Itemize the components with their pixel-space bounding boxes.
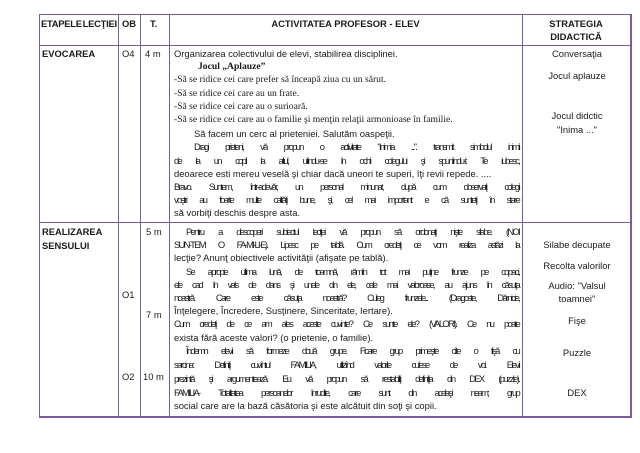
column-divider <box>169 14 170 418</box>
activity-line: Înţelegere, Încredere, Susţinere, Sinceritate, Iertare). <box>174 305 393 317</box>
row-divider <box>39 222 631 223</box>
activity-line: prezintă şi argumentează. Eu vă propun să restabiliţi definiţia din DEX (puzzle). <box>174 373 519 385</box>
time-cell: 10 m <box>143 371 164 382</box>
activity-line: FAMILIA- Totalitatea persoanelor înrudite, care sunt din acelaşi neam; grup <box>174 387 519 399</box>
row-divider <box>39 45 631 46</box>
ob-cell: O4 <box>122 48 135 59</box>
activity-line: social care are la bază căsătoria şi este alcătuit din soţi şi copii. <box>174 400 437 412</box>
stage-realizarea: REALIZAREA <box>42 226 103 237</box>
time-cell: 7 m <box>146 309 162 320</box>
ob-cell: O1 <box>122 289 135 300</box>
column-divider <box>39 14 40 418</box>
activity-line: Cum credeţi de ce am ales aceste cuvinte? Ce sunte ele? (VALORI). Ce nu poate <box>174 318 519 330</box>
activity-line: Se apropie ultima lună, de toamnă, rămîn tot mai puţine frunze pe copaci, <box>186 265 519 277</box>
strategy: Silabe decupate <box>543 239 611 250</box>
activity-line: Organizarea colectivului de elevi, stabilirea disciplinei. <box>174 48 398 59</box>
activity-line: exista fără aceste valori? (o prietenie, o familie). <box>174 331 374 343</box>
activity-line: deoarece esti mereu veselă şi chiar dacă uneori te superi, îţi revii repede. .... <box>174 167 492 179</box>
strategy: Jocul didctic <box>551 110 603 121</box>
column-divider <box>522 14 523 418</box>
header-didactica: DIDACTICĂ <box>550 31 602 42</box>
table-border-right <box>630 14 632 418</box>
table-border-bottom <box>39 416 631 418</box>
header-etape: ETAPELE LECŢIEI <box>41 18 117 29</box>
time-cell: 4 m <box>145 48 161 59</box>
ob-cell: O2 <box>122 371 135 382</box>
time-cell: 5 m <box>146 226 162 237</box>
column-divider <box>140 14 141 418</box>
activity-line: Să facem un cerc al prieteniei. Salutăm oaspeţii. <box>194 128 395 140</box>
header-activitate: ACTIVITATEA PROFESOR - ELEV <box>271 18 420 29</box>
activity-line: -Să se ridice cei care prefer să înceapă ziua cu un sărut. <box>174 74 387 86</box>
table-border-top <box>39 14 631 15</box>
stage-evocarea: EVOCAREA <box>42 48 96 59</box>
activity-line: -Să se ridice cei care au un frate. <box>174 87 300 99</box>
strategy: Jocul aplauze <box>548 70 606 81</box>
column-divider <box>118 14 119 418</box>
strategy: DEX <box>567 387 587 398</box>
activity-line: să vorbiţi deschis despre asta. <box>174 207 301 219</box>
strategy: Puzzle <box>562 347 592 358</box>
activity-line: noastră. Care este căsuţa noastră? Culeg frunzele... (Dragoste, Dărnicie, <box>174 291 519 303</box>
stage-sensului: SENSULUI <box>42 240 90 251</box>
activity-realizarea <box>174 225 519 413</box>
strategy: Audio: "Valsul <box>548 280 606 291</box>
strategy: Recolta valorilor <box>543 260 611 271</box>
activity-line: lecţie? Anunţ obiectivele activităţii (afişate pe tablă). <box>174 252 389 264</box>
activity-line: voştri au foarte multe calităţi bune, şi, cel mai important e că sunteţi în stare <box>174 194 519 206</box>
activity-line: Jocul „Aplauze” <box>198 61 266 73</box>
activity-line: Pentru a descoperi subiectul lecţiei vă propun să ordonaţi nişte silabe. (NOI <box>186 226 519 237</box>
activity-line: SUN-TEM O FA-MI-LI-E). Lipesc pe tablă. Cum credeţi ce vom realiza astăzi la <box>174 239 519 251</box>
activity-line: sarcina: Definiţi cuvîntul FAMILIA, utilizînd valorile culese de voi. Elevii <box>174 358 519 370</box>
activity-line: Bravo. Suntem, într-adevăr, un personal minunat, după cum observaţi colegii <box>174 180 519 192</box>
strategy: toamnei" <box>558 293 596 304</box>
activity-line: Dragi prieteni, vă propun o activitate "Inimia ...". transmit simbolul inimii <box>194 141 519 153</box>
header-strategia: STRATEGIA <box>549 18 603 29</box>
header-time: T. <box>150 18 158 29</box>
strategy: Fişe <box>568 315 586 326</box>
activity-line: de la un copil la altul, uitindu-se în ochii colegului şi spunîndu-i: Te iubesc, <box>174 154 519 166</box>
activity-evocarea <box>174 47 519 219</box>
activity-line: Îndemn elevii să formeze două grupe. Ficare grup primeşte cîte o fişă cu <box>186 344 519 356</box>
header-ob: OB <box>122 18 137 29</box>
activity-line: ele cad în vals de dans şi unele din ele, cele mai valoroase, au ajuns în căsuţa <box>174 278 519 290</box>
strategy: "Inima ..." <box>557 124 597 135</box>
activity-line: -Să se ridice cei care au o familie şi menţin relaţii armonioase în familie. <box>174 113 453 125</box>
activity-line: -Să se ridice cei care au o surioară. <box>174 100 308 112</box>
strategy: Conversaţia <box>551 48 603 59</box>
